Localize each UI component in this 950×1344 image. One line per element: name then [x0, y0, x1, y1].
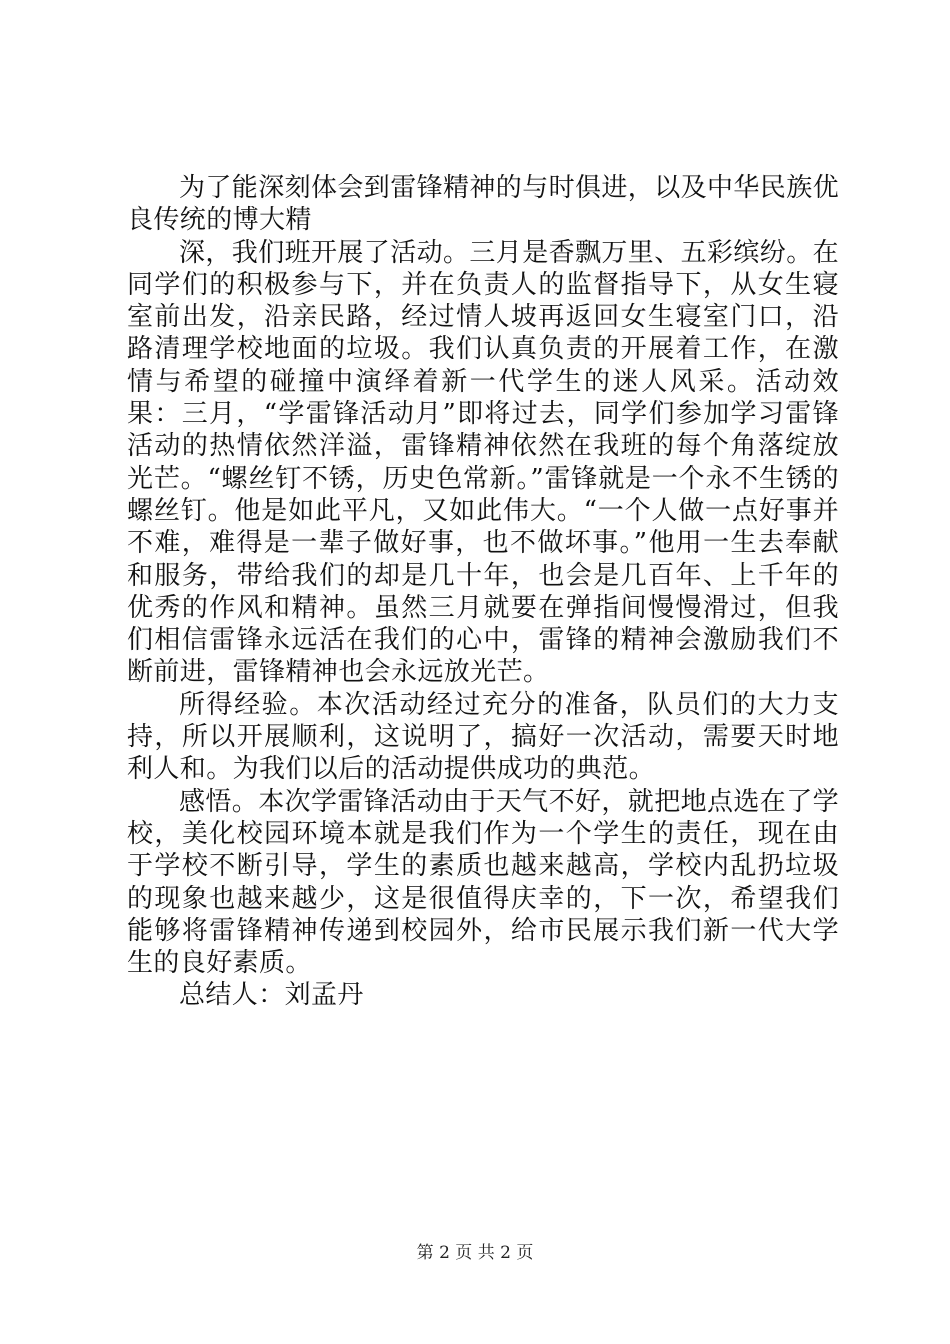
- document-body: [127, 172, 839, 1012]
- page-number-footer: 第 2 页 共 2 页: [416, 1243, 534, 1263]
- paragraph-experience: 所得经验。本次活动经过充分的准备，队员们的大力支持，所以开展顺利，这说明了，搞好一次活动，需要天时地利人和。为我们以后的活动提供成功的典范。: [127, 689, 839, 785]
- paragraph-activity: 深，我们班开展了活动。三月是香飘万里、五彩缤纷。在同学们的积极参与下，并在负责人的监督指导下，从女生寝室前出发，沿亲民路，经过情人坡再返回女生寝室门口，沿路清理学校地面的垃圾。我们认真负责的开展着工作，在激情与希望的碰撞中演绎着新一代学生的迷人风采。活动效果：三月，“学雷锋活动月”即将过去，同学们参加学习雷锋活动的热情依然洋溢，雷锋精神依然在我班的每个角落绽放光芒。“螺丝钉不锈，历史色常新。”雷锋就是一个永不生锈的螺丝钉。他是如此平凡，又如此伟大。“一个人做一点好事并不难，难得是一辈子做好事，也不做坏事。”他用一生去奉献和服务，带给我们的却是几十年，也会是几百年、上千年的优秀的作风和精神。虽然三月就要在弹指间慢慢滑过，但我们相信雷锋永远活在我们的心中，雷锋的精神会激励我们不断前进，雷锋精神也会永远放光芒。: [127, 237, 840, 688]
- paragraph-author: 总结人：刘孟丹: [179, 980, 364, 1011]
- paragraph-reflection: 感悟。本次学雷锋活动由于天气不好，就把地点选在了学校，美化校园环境本就是我们作为一个学生的责任，现在由于学校不断引导，学生的素质也越来越高，学校内乱扔垃圾的现象也越来越少，这是很值得庆幸的，下一次，希望我们能够将雷锋精神传递到校园外，给市民展示我们新一代大学生的良好素质。: [127, 786, 840, 979]
- paragraph-intro: 为了能深刻体会到雷锋精神的与时俱进，以及中华民族优良传统的博大精: [127, 173, 840, 236]
